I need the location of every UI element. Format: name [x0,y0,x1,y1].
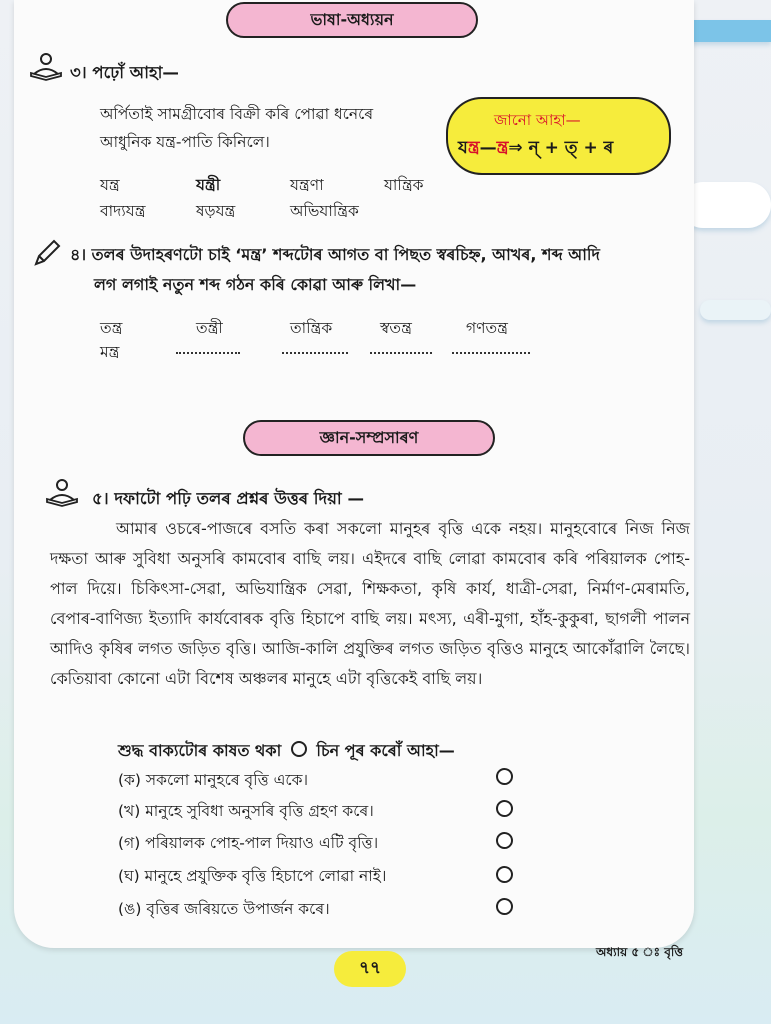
answer-circle-kha[interactable] [496,800,513,817]
option-kha: (খ) মানুহে সুবিধা অনুসৰি বৃত্তি গ্ৰহণ কৰে। [118,802,374,820]
q5-instruction-pre: শুদ্ধ বাক্যটোৰ কাষত থকা [118,741,282,760]
answer-blank-2[interactable] [282,352,348,354]
q3-word: যান্ত্ৰিক [384,176,424,194]
q3-word: বাদ্যযন্ত্ৰ [100,202,146,220]
formula-ntra-red: ন্ত্ৰ [467,138,480,158]
q3-word: যন্ত্ৰী [196,176,221,194]
option-ga: (গ) পৰিয়ালক পোহ-পাল দিয়াও এটি বৃত্তি। [118,834,379,852]
circle-symbol-icon [291,741,307,757]
q3-sentence-line1: অৰ্পিতাই সামগ্ৰীবোৰ বিক্ৰী কৰি পোৱা ধনেৰে [100,105,374,123]
q5-paragraph [50,514,690,694]
q4-base-word: মন্ত্ৰ [100,343,120,361]
answer-blank-4[interactable] [452,352,530,354]
option-nga: (ঙ) বৃত্তিৰ জৰিয়তে উপাৰ্জন কৰে। [118,900,330,918]
q4-example-word: তন্ত্ৰ [100,319,123,337]
section-title-knowledge-expansion: জ্ঞান-সম্প্ৰসাৰণ [243,420,495,456]
answer-blank-3[interactable] [370,352,432,354]
q3-heading: ৩। পঢ়োঁ আহা— [70,63,179,82]
info-box-know-more [446,97,671,175]
info-box-formula [458,135,613,163]
q4-instruction-line1: ৪। তলৰ উদাহৰণটো চাই ‘মন্ত্ৰ’ শব্দটোৰ আগত বা পিছত স্বৰচিহ্ন, আখৰ, শব্দ আদি [70,245,600,264]
q3-word: যন্ত্ৰ [100,176,120,194]
q4-example-word: তন্ত্ৰী [196,319,223,337]
formula-ya: য [458,138,468,158]
q4-instruction-line2: লগ লগাই নতুন শব্দ গঠন কৰি কোৱা আৰু লিখা— [94,275,417,294]
answer-circle-gha[interactable] [496,866,513,883]
answer-blank-1[interactable] [176,352,240,354]
q3-word: যন্ত্ৰণা [290,176,324,194]
q5-instruction-post: চিন পূৰ কৰোঁ আহা— [316,741,455,760]
option-ka: (ক) সকলো মানুহৰে বৃত্তি একে। [118,771,309,789]
q3-word: ষড়যন্ত্ৰ [196,202,236,220]
formula-breakdown: ⇒ ন্ + ত্ + ৰ [508,138,614,158]
info-box-title: জানো আহা— [494,111,581,129]
pencil-icon [32,238,62,268]
reading-child-icon [44,478,80,508]
reading-child-icon [28,52,64,82]
answer-circle-ka[interactable] [496,768,513,785]
section-title-language-study: ভাষা-অধ্যয়ন [226,2,478,38]
q5-heading: ৫। দফাটো পঢ়ি তলৰ প্ৰশ্নৰ উত্তৰ দিয়া — [92,489,364,508]
answer-circle-ga[interactable] [496,832,513,849]
q3-sentence-line2: আধুনিক যন্ত্ৰ-পাতি কিনিলে। [100,133,270,151]
formula-dash: — [479,138,497,158]
q4-example-word: স্বতন্ত্ৰ [380,319,412,337]
cloud-decoration-small [700,300,771,320]
q4-example-word: তান্ত্ৰিক [290,319,333,337]
formula-ntra2-red: ন্ত্ৰ [496,138,509,158]
q5-instruction [118,738,455,765]
q3-word: অভিযান্ত্ৰিক [290,202,359,220]
option-gha: (ঘ) মানুহে প্ৰযুক্তিক বৃত্তি হিচাপে লোৱা নাই। [118,867,387,885]
chapter-label: অধ্যায় ৫ ঃ বৃত্তি [596,945,683,959]
cloud-decoration-top [682,20,771,42]
answer-circle-nga[interactable] [496,898,513,915]
q5-paragraph-text: আমাৰ ওচৰে-পাজৰে বসতি কৰা সকলো মানুহৰ বৃত্তি একে নহয়। মানুহবোৰে নিজ নিজ দক্ষতা আৰু সুবিধা অনুসৰি কামবোৰ বাছি লয়। এইদৰে বাছি লোৱা কামবোৰ কৰি পৰিয়ালক পোহ-পাল দিয়ে। চিকিৎসা-সেৱা, অভিযান্ত্ৰিক সেৱা, শিক্ষকতা, কৃষি কাৰ্য, ধাত্ৰী-সেৱা, নিৰ্মাণ-মেৰামতি, বেপাৰ-বাণিজ্য ইত্যাদি কাৰ্যবোৰক বৃত্তি হিচাপে বাছি লয়। মৎস্য, এৰী-মুগা, হাঁহ-কুকুৰা, ছাগলী পালন আদিও কৃষিৰ লগত জড়িত বৃত্তি। আজি-কালি প্ৰযুক্তিৰ লগত জড়িত বৃত্তিও মানুহে আকোঁৱালি লৈছে। কেতিয়াবা কোনো এটা বিশেষ অঞ্চলৰ মানুহে এটা বৃত্তিকেই বাছি লয়। [50,519,690,688]
page-number: ৭৭ [334,951,406,987]
q4-example-word: গণতন্ত্ৰ [466,319,508,337]
